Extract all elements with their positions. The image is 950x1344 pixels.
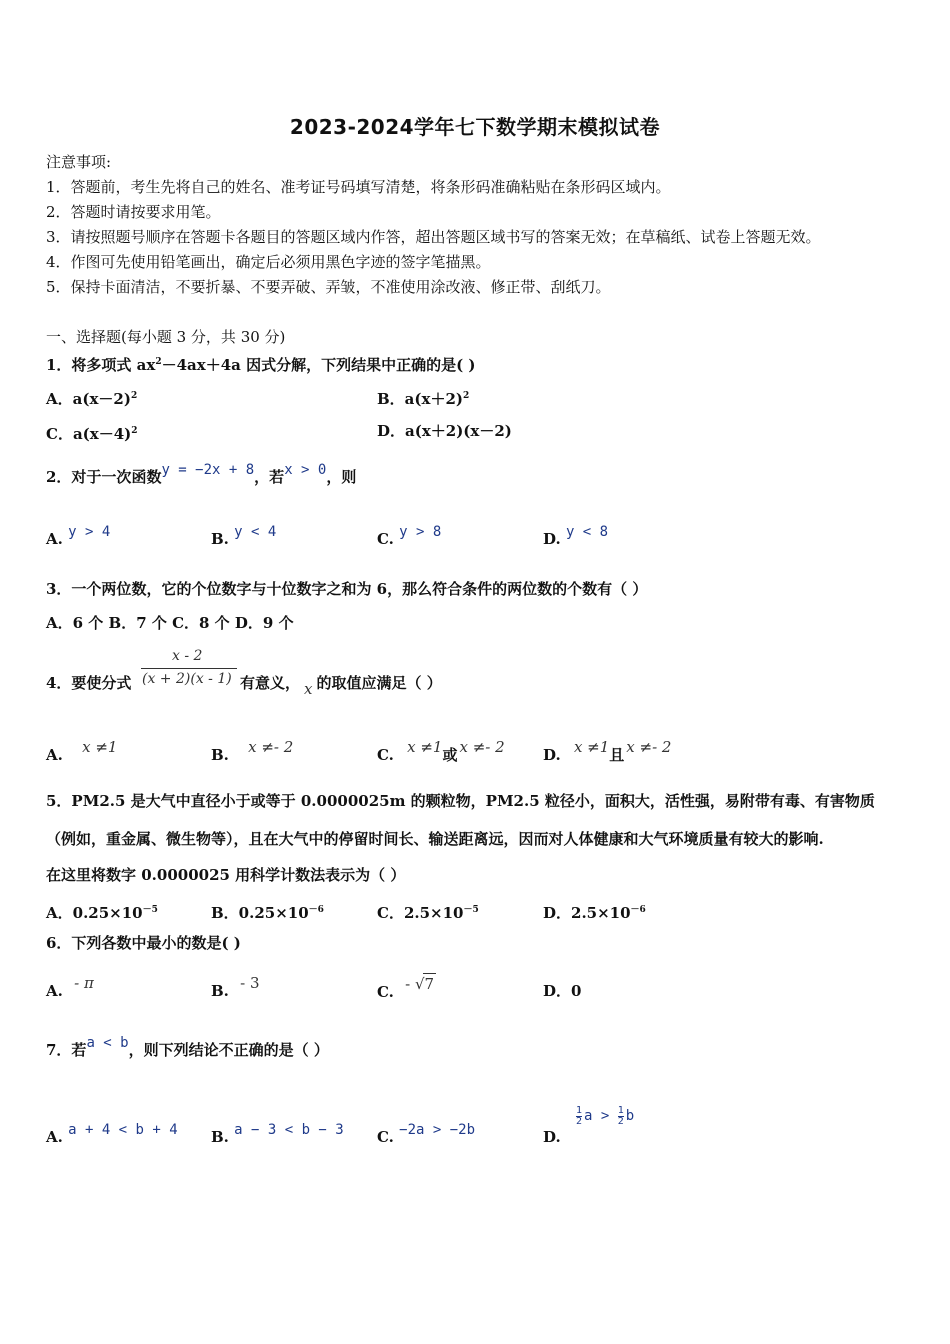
q2-option-c-math: y > 8 — [399, 524, 442, 540]
q7-option-a-math: a + 4 < b + 4 — [68, 1122, 178, 1138]
q7-option-d[interactable] — [543, 1104, 635, 1149]
q7-option-b-math: a − 3 < b − 3 — [234, 1122, 344, 1138]
q3-stem: 3．一个两位数，它的个位数字与十位数字之和为 6，那么符合条件的两位数的个数有（ ） — [46, 580, 648, 598]
q4-option-c[interactable] — [377, 738, 505, 765]
q7-option-c-math: −2a > −2b — [399, 1122, 475, 1138]
q2-option-a-label: A. — [46, 530, 63, 548]
page-title: 2023-2024学年七下数学期末模拟试卷 — [289, 115, 661, 139]
q4-option-c-label: C. — [377, 746, 394, 764]
notice-item-2: 2．答题时请按要求用笔。 — [46, 203, 221, 221]
q6-option-c-radicand: 7 — [424, 975, 435, 993]
q6-option-a-label: A. — [46, 982, 63, 1000]
q4-stem-tail — [240, 673, 442, 698]
q1-option-a-text: A．a(x－2) — [46, 390, 131, 408]
q6-option-c[interactable] — [377, 975, 436, 1002]
q4-option-a[interactable] — [46, 738, 118, 765]
q5-option-c-text: C．2.5×10 — [377, 904, 464, 922]
q7-option-c[interactable] — [377, 1122, 475, 1148]
section-heading: 一、选择题(每小题 3 分，共 30 分) — [46, 328, 286, 346]
q2-option-c-label: C. — [377, 530, 394, 548]
q2-option-a-math: y > 4 — [68, 524, 111, 540]
q2-stem-part: ，则 — [326, 468, 357, 486]
q5-option-c[interactable] — [377, 900, 479, 923]
q2-option-d-math: y < 8 — [565, 524, 609, 540]
q1-stem-part: 1．将多项式 ax — [46, 356, 156, 374]
q3-options[interactable]: A．6 个 B．7 个 C．8 个 D．9 个 — [46, 614, 294, 632]
q5-option-a-exp: －5 — [142, 905, 158, 915]
q2-condition: x > 0 — [284, 462, 327, 478]
q5-option-d[interactable] — [543, 900, 646, 923]
q4-stem-part: 有意义， — [240, 674, 301, 692]
q5-option-c-exp: －5 — [463, 905, 479, 915]
q4-option-a-math: x ≠1 — [82, 738, 118, 756]
q4-fraction-bar — [141, 668, 237, 669]
q2-function: y = −2x + 8 — [161, 462, 255, 478]
radical-sign-icon: √ — [414, 975, 425, 993]
q1-option-d[interactable] — [377, 421, 512, 441]
q6-option-b-math: - 3 — [240, 974, 260, 992]
notice-heading: 注意事项: — [46, 153, 112, 171]
q4-variable: x — [304, 680, 313, 698]
q4-option-d-label: D. — [543, 746, 561, 764]
q7-option-a-label: A. — [46, 1128, 63, 1146]
q2-option-a[interactable] — [46, 524, 111, 550]
q1-option-a-exp: 2 — [130, 391, 138, 401]
q4-fraction-numerator: x - 2 — [172, 648, 203, 664]
q4-option-d-join: 且 — [609, 746, 625, 764]
q2-option-b-label: B. — [211, 530, 229, 548]
q2-option-b[interactable] — [211, 524, 277, 550]
q7-option-b-label: B. — [211, 1128, 229, 1146]
notice-item-3: 3．请按照题号顺序在答题卡各题目的答题区域内作答，超出答题区域书写的答案无效；在草稿纸、试卷上答题无效。 — [46, 228, 821, 246]
q4-stem-part: 的取值应满足（ ） — [316, 674, 442, 692]
frac-denominator: 2 — [575, 1115, 582, 1127]
frac-numerator: 1 — [617, 1104, 624, 1116]
q1-stem-part: －4ax＋4a 因式分解，下列结果中正确的是( ) — [161, 356, 476, 374]
q5-stem-line-1: 5．PM2.5 是大气中直径小于或等于 0.0000025m 的颗粒物，PM2.5 粒径小，面积大，活性强，易附带有毒、有害物质 — [46, 792, 875, 810]
q4-option-b-math: x ≠- 2 — [248, 738, 294, 756]
q6-option-b[interactable] — [211, 974, 260, 1001]
q7-stem-part: 7．若 — [46, 1041, 87, 1059]
q2-option-d[interactable] — [543, 524, 609, 550]
q2-stem — [46, 462, 357, 488]
q5-option-a-text: A．0.25×10 — [46, 904, 143, 922]
q5-option-b-text: B．0.25×10 — [211, 904, 309, 922]
q6-option-b-label: B. — [211, 982, 229, 1000]
q1-option-c-text: C．a(x－4) — [46, 425, 132, 443]
q1-option-b-exp: 2 — [462, 391, 470, 401]
notice-item-4: 4．作图可先使用铅笔画出，确定后必须用黑色字迹的签字笔描黑。 — [46, 253, 491, 271]
q2-stem-part: 2．对于一次函数 — [46, 468, 162, 486]
q2-option-b-math: y < 4 — [234, 524, 277, 540]
q6-option-a[interactable] — [46, 974, 94, 1001]
q4-option-d-math-2: x ≠- 2 — [626, 738, 672, 756]
q5-option-d-text: D．2.5×10 — [543, 904, 631, 922]
q4-option-d[interactable] — [543, 738, 672, 765]
q5-stem-line-3: 在这里将数字 0.0000025 用科学计数法表示为（ ） — [46, 866, 406, 884]
q7-option-d-mid: a > — [583, 1108, 618, 1124]
notice-item-5: 5．保持卡面清洁，不要折暴、不要弄破、弄皱，不准使用涂改液、修正带、刮纸刀。 — [46, 278, 611, 296]
q6-option-c-sign: - — [405, 975, 415, 993]
q4-fraction-denominator: (x + 2)(x - 1) — [142, 671, 232, 687]
q7-option-d-label: D. — [543, 1128, 561, 1146]
q4-stem-lead: 4．要使分式 — [46, 674, 132, 692]
q2-option-c[interactable] — [377, 524, 442, 550]
q5-option-a[interactable] — [46, 900, 158, 923]
q4-option-b[interactable] — [211, 738, 294, 765]
q7-stem-part: ，则下列结论不正确的是（ ） — [128, 1041, 329, 1059]
q6-option-c-label: C. — [377, 983, 394, 1001]
frac-numerator: 1 — [575, 1104, 582, 1116]
q1-stem-exp: 2 — [155, 357, 162, 367]
q7-option-d-math — [575, 1104, 635, 1127]
q5-option-d-exp: －6 — [630, 905, 646, 915]
q4-option-c-math-1: x ≠1 — [407, 738, 443, 756]
q2-option-d-label: D. — [543, 530, 561, 548]
q1-option-b-text: B．a(x＋2) — [377, 390, 463, 408]
notice-item-1: 1．答题前，考生先将自己的姓名、准考证号码填写清楚，将条形码准确粘贴在条形码区域内。 — [46, 178, 671, 196]
q7-option-d-end: b — [625, 1108, 635, 1124]
q4-option-b-label: B. — [211, 746, 229, 764]
q7-option-d-frac-1 — [576, 1106, 582, 1127]
q7-option-a[interactable] — [46, 1122, 178, 1148]
q1-option-c[interactable] — [46, 421, 138, 444]
q5-option-b-exp: －6 — [308, 905, 324, 915]
q4-option-c-join: 或 — [442, 746, 458, 764]
q2-stem-part: ，若 — [254, 468, 285, 486]
q6-stem: 6．下列各数中最小的数是( ) — [46, 934, 241, 952]
q7-option-c-label: C. — [377, 1128, 394, 1146]
q6-option-d[interactable] — [543, 981, 581, 1001]
q1-option-a[interactable] — [46, 386, 137, 409]
q7-option-d-frac-2 — [618, 1106, 624, 1127]
q1-option-b[interactable] — [377, 386, 469, 409]
q5-stem-line-2: （例如，重金属、微生物等），且在大气中的停留时间长、输送距离远，因而对人体健康和大气环境质量有较大的影响. — [46, 830, 824, 848]
q1-stem — [46, 352, 476, 375]
q7-stem — [46, 1035, 329, 1061]
q7-condition: a < b — [86, 1035, 129, 1051]
q7-option-b[interactable] — [211, 1122, 344, 1148]
q4-option-d-math-1: x ≠1 — [573, 738, 610, 756]
q1-option-c-exp: 2 — [131, 426, 138, 436]
q6-option-d-text: D．0 — [543, 982, 582, 1000]
frac-denominator: 2 — [617, 1115, 624, 1127]
q1-option-d-text: D．a(x＋2)(x－2) — [377, 422, 512, 440]
q5-option-b[interactable] — [211, 900, 324, 923]
q4-option-a-label: A. — [46, 746, 63, 764]
q4-option-c-math-2: x ≠- 2 — [459, 738, 505, 756]
q6-option-a-math: - π — [74, 974, 94, 992]
